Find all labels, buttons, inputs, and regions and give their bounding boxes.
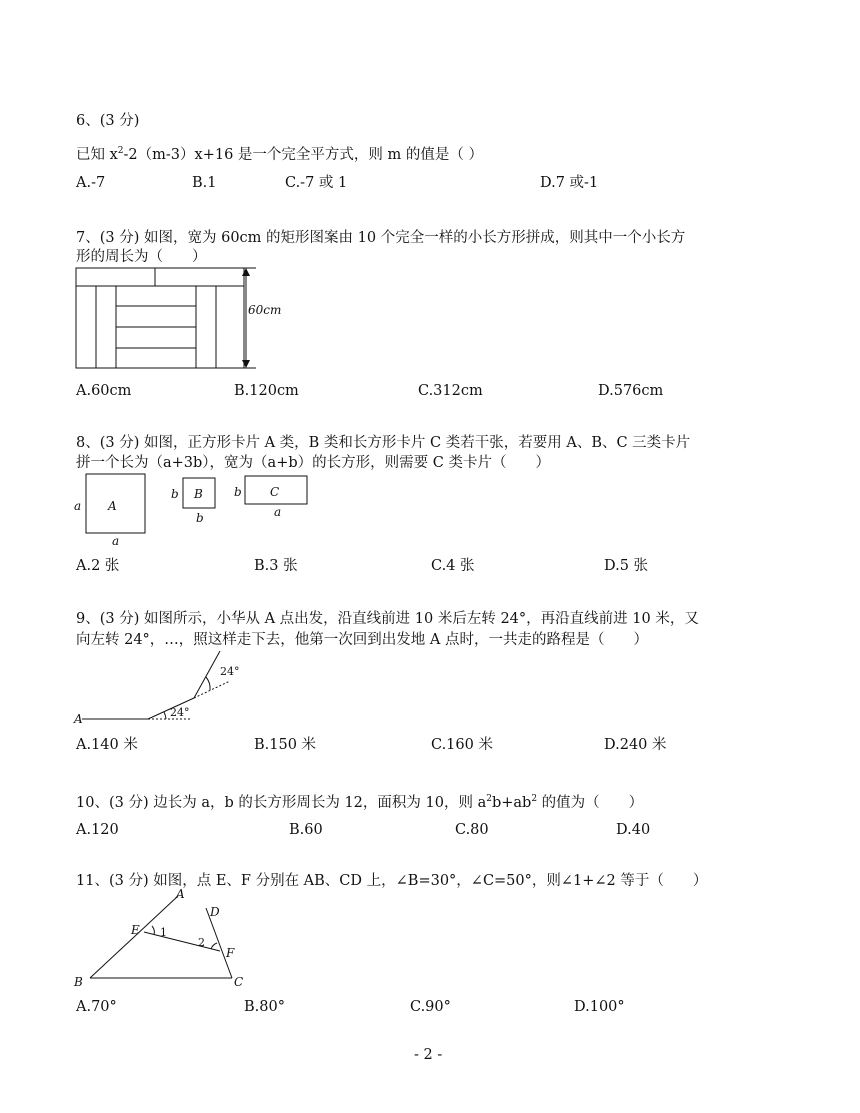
q7-option-b[interactable]: B.120cm [234, 383, 299, 399]
q6-option-b[interactable]: B.1 [192, 175, 217, 191]
card-c-side-label: b [234, 485, 242, 499]
q8-stem-line1: 8、(3 分) 如图，正方形卡片 A 类，B 类和长方形卡片 C 类若干张，若要用 A、B、C 三类卡片 [76, 435, 691, 451]
q7-option-d[interactable]: D.576cm [598, 383, 664, 399]
q11-option-a[interactable]: A.70° [76, 999, 117, 1015]
q11-label-f: F [226, 946, 235, 960]
q7-stem-line2: 形的周长为（ ） [76, 249, 207, 265]
q8-option-c[interactable]: C.4 张 [431, 558, 475, 574]
q8-option-d[interactable]: D.5 张 [604, 558, 649, 574]
q9-option-d[interactable]: D.240 米 [604, 737, 667, 753]
card-b-side-label: b [171, 487, 179, 501]
page-number: - 2 - [414, 1047, 443, 1063]
q9-angle1-label: 24° [170, 706, 190, 719]
card-a-bottom-label: a [112, 534, 120, 548]
q7-stem-line1: 7、(3 分) 如图，宽为 60cm 的矩形图案由 10 个完全一样的小长方形拼成，则其中一个小长方 [76, 230, 686, 246]
q10-option-d[interactable]: D.40 [616, 822, 651, 838]
card-a-name: A [108, 499, 117, 513]
q10-option-c[interactable]: C.80 [455, 822, 489, 838]
q11-angle-1: 1 [160, 926, 167, 939]
q6-option-d[interactable]: D.7 或-1 [540, 175, 599, 191]
q7-rectangle-figure [70, 264, 290, 376]
q8-option-a[interactable]: A.2 张 [76, 558, 120, 574]
q11-label-b: B [74, 975, 83, 989]
q9-option-c[interactable]: C.160 米 [431, 737, 493, 753]
q9-path-figure [70, 645, 270, 727]
q11-stem: 11、(3 分) 如图，点 E、F 分别在 AB、CD 上，∠B=30°，∠C=50°，则∠1+∠2 等于（ ） [76, 873, 708, 889]
q9-option-a[interactable]: A.140 米 [76, 737, 138, 753]
q7-option-c[interactable]: C.312cm [418, 383, 483, 399]
q6-option-c[interactable]: C.-7 或 1 [285, 175, 348, 191]
q11-triangle-figure [70, 888, 270, 990]
q6-option-a[interactable]: A.-7 [76, 175, 106, 191]
q9-stem-line2: 向左转 24°，…，照这样走下去，他第一次回到出发地 A 点时，一共走的路程是（ ） [76, 632, 648, 648]
card-a-side-label: a [74, 499, 82, 513]
q9-option-b[interactable]: B.150 米 [254, 737, 317, 753]
q11-option-d[interactable]: D.100° [574, 999, 625, 1015]
q11-option-b[interactable]: B.80° [244, 999, 285, 1015]
q9-stem-line1: 9、(3 分) 如图所示，小华从 A 点出发，沿直线前进 10 米后左转 24°，再沿直线前进 10 米，又 [76, 611, 699, 627]
q6-header: 6、(3 分) [76, 113, 140, 129]
q8-option-b[interactable]: B.3 张 [254, 558, 298, 574]
card-b-bottom-label: b [196, 511, 204, 525]
card-c-name: C [270, 485, 280, 499]
q8-cards-figure [70, 470, 330, 548]
q11-label-e: E [131, 923, 140, 937]
q7-width-label: 60cm [248, 303, 282, 317]
q9-angle2-label: 24° [220, 665, 240, 678]
q6-stem: 已知 $x^2-2(m-3)x+16$ 是一个完全平方式，则 m 的值是（ ） [76, 146, 483, 163]
q7-option-a[interactable]: A.60cm [76, 383, 132, 399]
q11-label-a: A [176, 888, 185, 901]
q10-option-a[interactable]: A.120 [76, 822, 119, 838]
q11-label-d: D [210, 905, 220, 919]
q11-angle-2: 2 [198, 936, 205, 949]
q11-label-c: C [234, 975, 244, 989]
q10-stem: 10、(3 分) 边长为 a，b 的长方形周长为 12，面积为 10，则 $a^2b+ab^2$ 的值为（ ） [76, 794, 644, 811]
q8-stem-line2: 拼一个长为（a+3b），宽为（a+b）的长方形，则需要 C 类卡片（ ） [76, 455, 550, 471]
q9-point-a: A [74, 712, 83, 726]
card-b-name: B [194, 487, 203, 501]
q11-option-c[interactable]: C.90° [410, 999, 451, 1015]
q10-option-b[interactable]: B.60 [289, 822, 323, 838]
card-c-bottom-label: a [274, 505, 282, 519]
